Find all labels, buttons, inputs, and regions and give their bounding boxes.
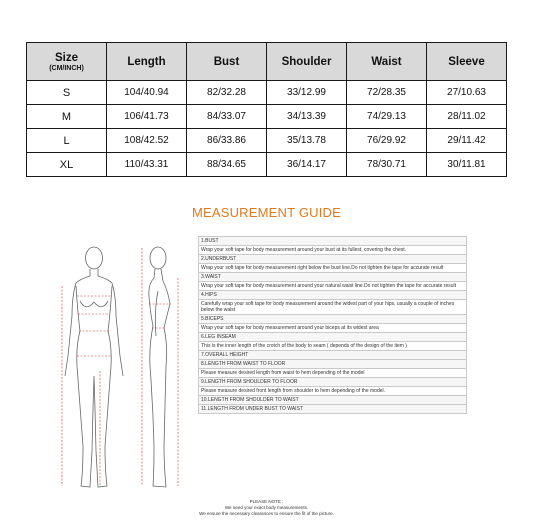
- guide-item-text: Please measure desired front length from shoulder to hem depending of the model.: [198, 387, 467, 396]
- measurement-cell: 36/14.17: [267, 153, 347, 177]
- measurement-cell: 35/13.78: [267, 129, 347, 153]
- measurement-cell: 72/28.35: [347, 81, 427, 105]
- guide-item-label: 3.WAIST: [198, 273, 467, 282]
- note-title: PLEASE NOTE :: [249, 499, 284, 504]
- measurement-cell: 110/43.31: [107, 153, 187, 177]
- measurement-cell: 28/11.02: [427, 105, 507, 129]
- note-line-2: We ensure the necessary clearances to ensure the fit of the picture.: [199, 511, 334, 516]
- guide-item-text: Wrap your soft tape for body measurement around your natural waist line.Do not tighten the tape for accurate result: [198, 282, 467, 291]
- table-row: [27, 129, 507, 153]
- size-cell: XL: [27, 153, 107, 177]
- measurement-cell: 33/12.99: [267, 81, 347, 105]
- side-figure: [149, 247, 170, 487]
- measurement-cell: 108/42.52: [107, 129, 187, 153]
- measurement-cell: 106/41.73: [107, 105, 187, 129]
- guide-item-text: Wrap your soft tape for body measurement around your biceps at its widest area: [198, 324, 467, 333]
- header-length: Length: [107, 43, 187, 81]
- guide-item-text: Please measure desired length from waist to hem depending of the model: [198, 369, 467, 378]
- guide-item-label: 11.LENGTH FROM UNDER BUST TO WAIST: [198, 405, 467, 414]
- measurement-cell: 78/30.71: [347, 153, 427, 177]
- side-measure-lines: [142, 248, 178, 486]
- size-chart-table: [26, 42, 507, 177]
- size-cell: L: [27, 129, 107, 153]
- header-waist: Waist: [347, 43, 427, 81]
- measurement-cell: 88/34.65: [187, 153, 267, 177]
- please-note: [0, 499, 533, 517]
- header-size: Size (CM/INCH): [27, 43, 107, 81]
- front-measure-lines: [62, 286, 111, 486]
- guide-item-label: 4.HIPS: [198, 291, 467, 300]
- measurement-cell: 27/10.63: [427, 81, 507, 105]
- measurement-cell: 30/11.81: [427, 153, 507, 177]
- body-measurement-figures: [50, 236, 200, 498]
- measurement-guide-list: [198, 236, 467, 414]
- guide-item-label: 2.UNDERBUST: [198, 255, 467, 264]
- table-header-row: [27, 43, 507, 81]
- guide-item-text: Wrap your soft tape for body measurement around your bust at its fullest, covering the chest.: [198, 246, 467, 255]
- table-row: [27, 153, 507, 177]
- measurement-cell: 104/40.94: [107, 81, 187, 105]
- size-cell: M: [27, 105, 107, 129]
- guide-item-text: Carefully wrap your soft tape for body measurement around the widest part of your hips, usually a couple of inches below the waist: [198, 300, 467, 315]
- guide-item-label: 1.BUST: [198, 236, 467, 246]
- guide-item-text: This is the inner length of the crotch of the body to seam ( depends of the design of the item ): [198, 342, 467, 351]
- front-figure: [65, 247, 123, 487]
- guide-item-label: 8.LENGTH FROM WAIST TO FLOOR: [198, 360, 467, 369]
- measurement-cell: 86/33.86: [187, 129, 267, 153]
- note-line-1: We need your exact body measurements.: [224, 505, 309, 510]
- header-sleeve: Sleeve: [427, 43, 507, 81]
- measurement-cell: 29/11.42: [427, 129, 507, 153]
- measurement-cell: 84/33.07: [187, 105, 267, 129]
- size-cell: S: [27, 81, 107, 105]
- guide-item-label: 7.OVERALL HEIGHT: [198, 351, 467, 360]
- measurement-cell: 76/29.92: [347, 129, 427, 153]
- header-shoulder: Shoulder: [267, 43, 347, 81]
- guide-item-label: 10.LENGTH FROM SHOULDER TO WAIST: [198, 396, 467, 405]
- measurement-cell: 82/32.28: [187, 81, 267, 105]
- guide-item-label: 9.LENGTH FROM SHOULDER TO FLOOR: [198, 378, 467, 387]
- table-row: [27, 105, 507, 129]
- guide-item-text: Wrap your soft tape for body measurement right below the bust line.Do not tighten the tape for accurate result: [198, 264, 467, 273]
- guide-item-label: 5.BICEPS: [198, 315, 467, 324]
- measurement-guide-title: MEASUREMENT GUIDE: [191, 205, 342, 220]
- measurement-cell: 74/29.13: [347, 105, 427, 129]
- header-bust: Bust: [187, 43, 267, 81]
- table-row: [27, 81, 507, 105]
- guide-item-label: 6.LEG INSEAM: [198, 333, 467, 342]
- measurement-cell: 34/13.39: [267, 105, 347, 129]
